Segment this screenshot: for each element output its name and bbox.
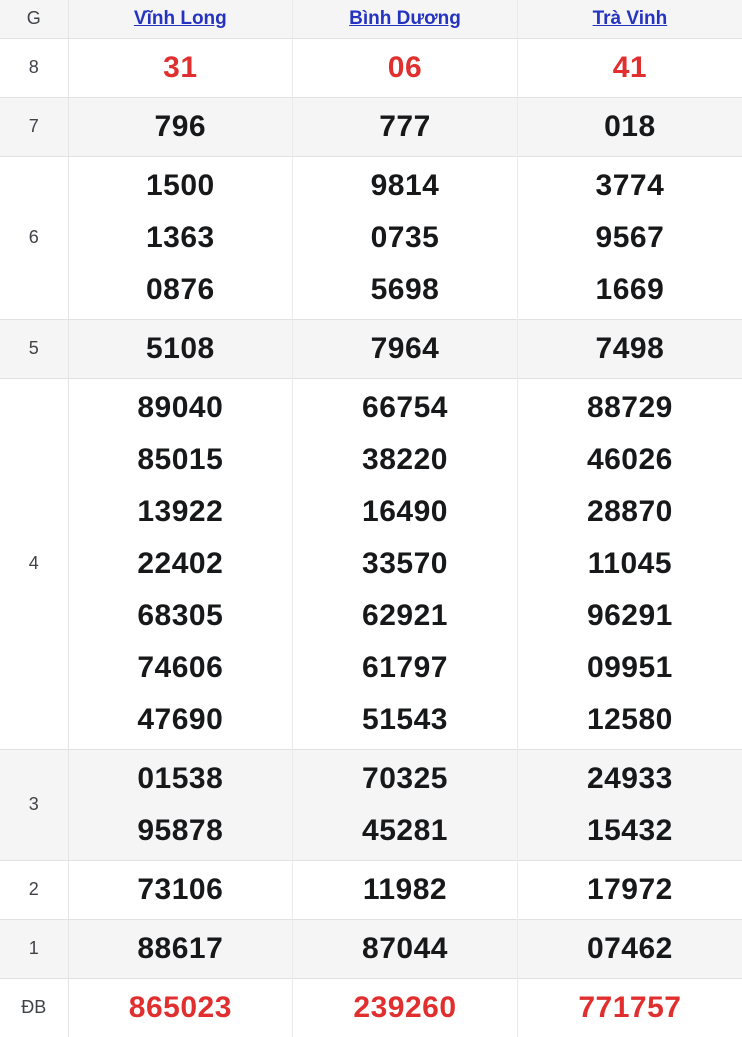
- prize-number: 9567: [595, 220, 665, 254]
- table-row: [0, 156, 742, 319]
- table-row: [0, 919, 742, 978]
- results-body: [0, 38, 742, 1037]
- prize-number: 38220: [362, 442, 448, 476]
- prize-number: 45281: [362, 813, 448, 847]
- table-row: [0, 860, 742, 919]
- province-link-vinh-long[interactable]: Vĩnh Long: [133, 7, 227, 29]
- prize-number: 777: [379, 109, 431, 143]
- prize-number: 47690: [137, 702, 224, 736]
- prize-number: 74606: [137, 650, 224, 684]
- prize-number: 12580: [586, 702, 673, 736]
- prize-number: 31: [163, 50, 198, 84]
- prize-label: ĐB: [0, 978, 68, 1037]
- prize-cell: [293, 38, 518, 97]
- province-link-binh-duong[interactable]: Bình Dương: [349, 7, 461, 29]
- prize-cell: [517, 97, 742, 156]
- prize-number: 41: [612, 50, 648, 84]
- prize-label: 3: [0, 749, 68, 860]
- prize-number: 17972: [586, 872, 673, 906]
- prize-number: 11982: [362, 872, 448, 906]
- table-row: [0, 378, 742, 749]
- prize-number: 96291: [586, 598, 673, 632]
- prize-number: 88617: [137, 931, 224, 965]
- prize-number: 01538: [137, 761, 224, 795]
- prize-number: 5698: [370, 272, 440, 306]
- prize-number: 28870: [586, 494, 673, 528]
- prize-number: 11045: [587, 546, 673, 580]
- prize-number: 88729: [586, 390, 673, 424]
- prize-number: 68305: [137, 598, 224, 632]
- prize-number: 9814: [370, 168, 440, 202]
- prize-cell: [293, 378, 518, 749]
- prize-number: 15432: [586, 813, 673, 847]
- prize-cell: [293, 319, 518, 378]
- prize-number: 771757: [578, 990, 682, 1024]
- prize-cell: [68, 919, 293, 978]
- prize-number: 73106: [137, 872, 224, 906]
- prize-label: 5: [0, 319, 68, 378]
- prize-number: 3774: [595, 168, 665, 202]
- prize-cell: [68, 38, 293, 97]
- prize-cell: [517, 860, 742, 919]
- prize-number: 13922: [137, 494, 224, 528]
- prize-number: 06: [387, 50, 423, 84]
- prize-number: 33570: [362, 546, 448, 580]
- prize-number: 5108: [145, 331, 215, 365]
- prize-number: 95878: [137, 813, 224, 847]
- prize-cell: [293, 978, 518, 1037]
- prize-number: 1500: [145, 168, 215, 202]
- prize-number: 70325: [362, 761, 448, 795]
- table-row: [0, 319, 742, 378]
- prize-number: 018: [604, 109, 656, 143]
- column-header-tra-vinh: [517, 0, 742, 38]
- prize-cell: [68, 860, 293, 919]
- header-row: [0, 0, 742, 38]
- prize-number: 0735: [370, 220, 440, 254]
- prize-cell: [68, 97, 293, 156]
- prize-number: 22402: [137, 546, 224, 580]
- prize-number: 85015: [137, 442, 224, 476]
- prize-cell: [68, 749, 293, 860]
- prize-number: 865023: [128, 990, 232, 1024]
- prize-cell: [293, 156, 518, 319]
- column-header-vinh-long: [68, 0, 293, 38]
- prize-label: 2: [0, 860, 68, 919]
- table-row: [0, 97, 742, 156]
- prize-cell: [517, 156, 742, 319]
- prize-number: 61797: [362, 650, 448, 684]
- prize-number: 89040: [137, 390, 224, 424]
- prize-number: 1363: [145, 220, 215, 254]
- prize-number: 51543: [362, 702, 448, 736]
- prize-cell: [68, 156, 293, 319]
- prize-number: 16490: [362, 494, 448, 528]
- table-row: [0, 978, 742, 1037]
- prize-number: 09951: [586, 650, 673, 684]
- prize-cell: [517, 919, 742, 978]
- province-link-tra-vinh[interactable]: Trà Vinh: [592, 7, 668, 29]
- prize-label: 7: [0, 97, 68, 156]
- prize-number: 66754: [362, 390, 448, 424]
- prize-number: 7498: [595, 331, 665, 365]
- prize-cell: [68, 978, 293, 1037]
- column-header-binh-duong: [293, 0, 518, 38]
- prize-cell: [517, 978, 742, 1037]
- prize-cell: [517, 378, 742, 749]
- prize-number: 46026: [586, 442, 673, 476]
- prize-label: 4: [0, 378, 68, 749]
- prize-label: 6: [0, 156, 68, 319]
- prize-number: 07462: [586, 931, 673, 965]
- table-row: [0, 749, 742, 860]
- prize-cell: [293, 919, 518, 978]
- prize-number: 796: [154, 109, 207, 143]
- prize-cell: [68, 378, 293, 749]
- prize-number: 7964: [370, 331, 440, 365]
- prize-cell: [68, 319, 293, 378]
- prize-label: 8: [0, 38, 68, 97]
- prize-number: 0876: [145, 272, 215, 306]
- prize-cell: [293, 749, 518, 860]
- prize-cell: [517, 319, 742, 378]
- prize-number: 62921: [362, 598, 448, 632]
- prize-label: 1: [0, 919, 68, 978]
- prize-cell: [517, 749, 742, 860]
- prize-number: 1669: [595, 272, 665, 306]
- prize-column-header: G: [0, 0, 68, 38]
- prize-number: 87044: [362, 931, 448, 965]
- prize-cell: [293, 860, 518, 919]
- table-row: [0, 38, 742, 97]
- prize-number: 24933: [586, 761, 673, 795]
- prize-cell: [517, 38, 742, 97]
- prize-cell: [293, 97, 518, 156]
- prize-number: 239260: [353, 990, 457, 1024]
